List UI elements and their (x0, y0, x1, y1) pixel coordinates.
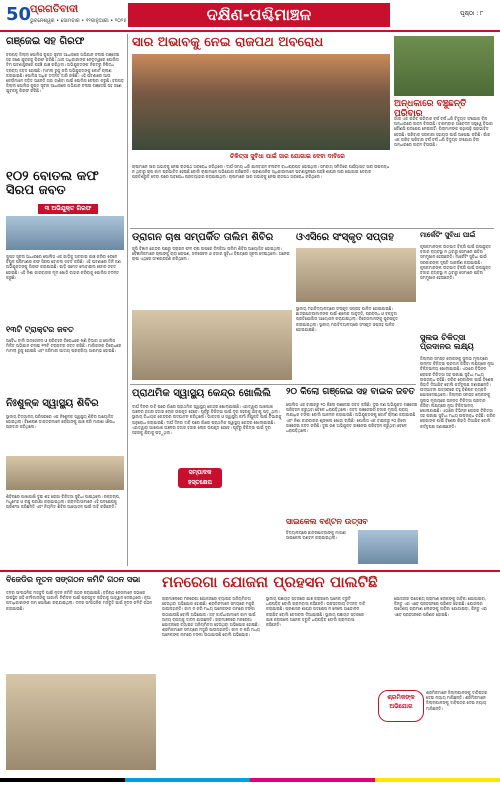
photo-seized-bottles (6, 216, 124, 250)
body-text: ଅବୈଧ ବାଲି ଉତ୍ତୋଳନ ଓ ପରିବହନ ବିରୋଧରେ ଖଣି ବିଭାଗ ଓ ପୋଲିସ ମିଳିତ ଅଭିଯାନ ଚଳାଇ ୧୩ଟି ଟ୍ରାକ୍ଟର ଜବତ କରିଛି। ମାଲିକଙ୍କ ବିରୋଧରେ ମାମଲା ରୁଜୁ ହୋଇଛି ଏବଂ ଜରିମାନା ଆଦାୟ ପ୍ରକ୍ରିୟା ଆରମ୍ଭ ହୋଇଛି। (6, 338, 122, 354)
photo-caption: ଚିକିତ୍ସା ସୁବିଧା ପାଇଁ ସାର ଯୋଗାଇ ଦେବା ଦାବିରେ (230, 153, 345, 160)
headline-training: ଡ୍ରାଗନ ଚାଷ ସମ୍ପର୍କିତ ତାଲିମ ଶିବିର (132, 232, 274, 243)
headline-bike: ୨୦ କିଲୋ ଗଞ୍ଜେଇ ସହ ବାଇକ ଜବତ (286, 387, 415, 397)
headline-health-camp: ନିଃଶୁଳ୍କ ସ୍ୱାସ୍ଥ୍ୟ ଶିବିର (6, 398, 99, 409)
body-text: ବିଦ୍ୟାଳୟରେ ଛାତ୍ରଛାତ୍ରୀଙ୍କୁ ମାଗଣା ସାଇକେଲ ବଣ୍ଟନ କରାଯାଇଥିଲା। (286, 530, 347, 541)
body-text: ଗୁପ୍ତ ସୂଚନା ଆଧାରରେ ପୋଲିସ ଏକ ଗାଡ଼ିକୁ ଅଟକାଇ ଯାଞ୍ଚ କରିବା ବେଳେ ବିପୁଳ ପରିମାଣର କଫ ସିରପ ବୋତଲ ଜବତ କରିଛି। ଏହି ଘଟଣାରେ ତିନି ଜଣ ଅଭିଯୁକ୍ତଙ୍କୁ ଗିରଫ କରାଯାଇଛି। ଗାଡ଼ି ସମେତ ମୋବାଇଲ ଫୋନ ଜବତ ହୋଇଛି। ଏହି ନିଶା କାରବାରର ମୂଳ ଖୋଜି ବାହାର କରିବାକୁ ପୋଲିସ ତଦନ୍ତ କରୁଛି। (6, 254, 121, 280)
page-number: ପୃଷ୍ଠା : ୮ (460, 10, 484, 17)
body-text: ବରଗଡ଼ ଜିଲ୍ଲା ପୋଲିସ ଗୁପ୍ତ ସୂଚନା ଆଧାରରେ ଅଭିଯାନ ଚଳାଇ ଗଞ୍ଜେଇ ସହ ଜଣେ ଯୁବକକୁ ଗିରଫ କରିଛି। ଥାନା ଅଧିକାରୀଙ୍କ ନେତୃତ୍ୱରେ ପୋଲିସ ଟିମ ଘଟଣାସ୍ଥଳରେ ପହଞ୍ଚି ଯାଞ୍ଚ କରିଥିଲା। ଅଭିଯୁକ୍ତଙ୍କ ନିକଟରୁ ନିଷିଦ୍ଧ ଦ୍ରବ୍ୟ ଜବତ ହୋଇଛି। ମାମଲା ରୁଜୁ କରି ଅଭିଯୁକ୍ତଙ୍କୁ କୋର୍ଟ ଚାଲାଣ କରାଯାଇଛି। ପୋଲିସ ଅଧିକ ତଦନ୍ତ ଜାରି ରଖିଛି। ଏହି ଘଟଣାରେ ଆଉ କେଉଁମାନେ ଜଡ଼ିତ ଅଛନ୍ତି ତାହା ଜାଣିବା ପାଇଁ ପୋଲିସ ଚେଷ୍ଟା କରୁଛି। ବରଗଡ଼ ଜିଲ୍ଲା ପୋଲିସ ଗୁପ୍ତ ସୂଚନା ଆଧାରରେ ଅଭିଯାନ ଚଳାଇ ଗଞ୍ଜେଇ ସହ ଜଣେ ଯୁବକକୁ ଗିରଫ କରିଛି। (6, 52, 124, 94)
body-text: ସ୍ଥାନୀୟ ପଞ୍ଚାୟତ ସ୍ତରରେ ଯାଞ୍ଚ କରାଗଲେ ଅନେକ ତ୍ରୁଟି ଧରାପଡ଼ିବ ବୋଲି ଗ୍ରାମବାସୀ କହିଛନ୍ତି। ଉଚ୍ଚସ୍ତରୀୟ ତଦନ୍ତ ଦାବି କରାଯାଇଛି। ପ୍ରଶାସନ ଶୀଘ୍ର ପଦକ୍ଷେପ ନ ନେଲେ ଆନ୍ଦୋଳନ କରାଯିବ ବୋଲି ଚେତାବନୀ ଦିଆଯାଇଛି। ସ୍ଥାନୀୟ ପଞ୍ଚାୟତ ସ୍ତରରେ ଯାଞ୍ଚ କରାଗଲେ ଅନେକ ତ୍ରୁଟି ଧରାପଡ଼ିବ ବୋଲି ଗ୍ରାମବାସୀ କହିଛନ୍ତି। (266, 596, 366, 628)
headline-ganja: ଗଞ୍ଜେଇ ସହ ଗିରଫ (6, 36, 85, 47)
body-text: ଶିବିରରେ ପାଖାପାଖି ଦୁଇ ଶହ ରୋଗୀ ଚିକିତ୍ସା ସୁବିଧା ପାଇଥିଲେ। ରକ୍ତଚାପ, ମଧୁମେହ ଓ ଚକ୍ଷୁ ପରୀକ୍ଷା କରାଯାଇଥିଲା। ଗ୍ରାମବାସୀମାନେ ଏହି ପଦକ୍ଷେପକୁ ପ୍ରଶଂସା କରିଛନ୍ତି ଏବଂ ନିୟମିତ ଶିବିର ଆୟୋଜନ ପାଇଁ ଦାବି କରିଛନ୍ତି। (6, 494, 121, 510)
headline-sabha: ବିଜେଡିର ନୂତନ ସଙ୍ଗଠନ କମିଟି ଗଠନ ସଭା (6, 575, 141, 584)
headline-marketing: ମାର୍କେଟିଂ ସୁବିଧା ପାଇଁ (420, 231, 476, 239)
body-text: ପୋଲିସ ଏକ ବାଇକରୁ ୨୦ କିଲୋ ଗଞ୍ଜେଇ ଜବତ କରିଛି। ଦୁଇ ଜଣ ଅଭିଯୁକ୍ତ ଗଞ୍ଜେଇ ପରିବହନ କରୁଥିବା ବେଳେ ଧରାପଡ଼ିଥିଲେ। ଜବତ ଗଞ୍ଜେଇର ବଜାର ମୂଲ୍ୟ ପ୍ରାୟ ଲକ୍ଷାଧିକ ଟଙ୍କା ବୋଲି ଆକଳନ କରାଯାଉଛି। ଅଭିଯୁକ୍ତଙ୍କୁ କୋର୍ଟ ଚାଲାଣ କରାଯାଇଛି ଏବଂ ନିଶା କାରବାରର ଶୃଙ୍ଖଳା ଖୋଜା ଚାଲିଛି। ପୋଲିସ ଏକ ବାଇକରୁ ୨୦ କିଲୋ ଗଞ୍ଜେଇ ଜବତ କରିଛି। ଦୁଇ ଜଣ ଅଭିଯୁକ୍ତ ଗଞ୍ଜେଇ ପରିବହନ କରୁଥିବା ବେଳେ ଧରାପଡ଼ିଥିଲେ। (286, 402, 418, 434)
divider (0, 570, 500, 572)
headline-cycle: ସାଇକେଲ ବଣ୍ଟନ ଉତ୍ସବ (286, 517, 368, 526)
body-text: ଜିଲ୍ଲାର ସମସ୍ତ ଲୋକଙ୍କୁ ସୁଲଭ ମୂଲ୍ୟରେ ଉନ୍ନତ ଚିକିତ୍ସା ପ୍ରଦାନ କରିବା ଲକ୍ଷ୍ୟରେ ନୂଆ ଚିକିତ୍ସାଳୟ ଖୋଲାଯାଇଛି। ଏଠାରେ ବିଭିନ୍ନ ରୋଗର ଚିକିତ୍ସା ସହ ପରୀକ୍ଷା ସୁବିଧା ମଧ୍ୟ ଉପଲବ୍ଧ ରହିଛି। ଗରିବ ରୋଗୀଙ୍କ ପାଇଁ ବିଶେଷ ରିହାତି ଦିଆଯିବ ବୋଲି କର୍ତ୍ତୃପକ୍ଷ ଜଣାଇଛନ୍ତି। ଉଦ୍‌ଘାଟନୀ ଉତ୍ସବରେ ବହୁ ବିଶିଷ୍ଟ ବ୍ୟକ୍ତି ଯୋଗଦେଇଥିଲେ। ଜିଲ୍ଲାର ସମସ୍ତ ଲୋକଙ୍କୁ ସୁଲଭ ମୂଲ୍ୟରେ ଉନ୍ନତ ଚିକିତ୍ସା ପ୍ରଦାନ କରିବା ଲକ୍ଷ୍ୟରେ ନୂଆ ଚିକିତ୍ସାଳୟ ଖୋଲାଯାଇଛି। ଏଠାରେ ବିଭିନ୍ନ ରୋଗର ଚିକିତ୍ସା ସହ ପରୀକ୍ଷା ସୁବିଧା ମଧ୍ୟ ଉପଲବ୍ଧ ରହିଛି। ଗରିବ ରୋଗୀଙ୍କ ପାଇଁ ବିଶେଷ ରିହାତି ଦିଆଯିବ ବୋଲି କର୍ତ୍ତୃପକ୍ଷ ଜଣାଇଛନ୍ତି। (420, 356, 496, 429)
body-text: ଚାଷୀମାନେ ସାର ଅଭାବକୁ ନେଇ ରାଜପଥ ଅବରୋଧ କରିଥିଲେ। ଦୀର୍ଘ ସମୟ ଧରି ଯାନବାହନ ଚଳାଚଳ ବାଧାପ୍ରାପ୍ତ ହୋଇଥିଲା। ସମବାୟ ସମିତିରେ ପର୍ଯ୍ୟାପ୍ତ ସାର ଉପଲବ୍ଧ ନ ଥିବାରୁ ଚାଷ କାମ ପ୍ରଭାବିତ ହେଉଛି ବୋଲି ଚାଷୀମାନେ ଅଭିଯୋଗ କରିଛନ୍ତି। ପ୍ରଶାସନିକ ଅଧିକାରୀମାନେ ଘଟଣାସ୍ଥଳରେ ପହଞ୍ଚି ଶୀଘ୍ର ସାର ଯୋଗାଇ ଦେବାର ପ୍ରତିଶ୍ରୁତି ଦେବା ପରେ ଅବରୋଧ ପ୍ରତ୍ୟାହାର କରାଯାଇଥିଲା। ଚାଷୀମାନେ ସାର ଅଭାବକୁ ନେଇ ରାଜପଥ ଅବରୋଧ କରିଥିଲେ। (132, 164, 390, 180)
body-text: ଶ୍ରମିକମାନେ ଜିଲ୍ଲାପାଳଙ୍କୁ ଦାବିପତ୍ର ଦେଇ ନ୍ୟାୟ ମାଗିଛନ୍ତି। ଶ୍ରମିକମାନେ ଜିଲ୍ଲାପାଳଙ୍କୁ ଦାବିପତ୍ର ଦେଇ ନ୍ୟାୟ ମାଗିଛନ୍ତି। (426, 690, 488, 711)
headline-treatment: ସୁଲଭ ଚିକିତ୍ସା ପ୍ରଦାନର ଲକ୍ଷ୍ୟ (420, 333, 474, 351)
body-text: କୃଷି ବିଜ୍ଞାନ କେନ୍ଦ୍ର ପକ୍ଷରୁ ଡ୍ରାଗନ ଫଳ ଚାଷ ଉପରେ ଦିନକିଆ ତାଲିମ ଶିବିର ଆୟୋଜିତ ହୋଇଥିଲା। ବୈଜ୍ଞାନିକମାନେ ଚାଷୀଙ୍କୁ ଚାରା ରୋପଣ, ଜଳସେଚନ ଓ ବଜାର ସୁବିଧା ବିଷୟରେ ସୂଚନା ଦେଇଥିଲେ। ଅନେକ ଚାଷୀ ଏଥିରେ ଅଂଶଗ୍ରହଣ କରିଥିଲେ। (132, 246, 290, 262)
section-divider (130, 384, 416, 385)
headline-phc: ପ୍ରାଥମିକ ସ୍ୱାସ୍ଥ୍ୟ କେନ୍ଦ୍ର ଖୋଲିଲି (132, 388, 271, 399)
dateline: ଭୁବନେଶ୍ୱର • ସୋମବାର • ୧୨ଜାନୁଆରୀ • ୨୦୨୫ (30, 18, 127, 24)
photo-protest-crowd (132, 54, 390, 150)
photo-health-camp (6, 456, 124, 490)
masthead (0, 0, 500, 30)
headline-sanskrit: ଓଏସିରେ ସଂସ୍କୃତ ସପ୍ତାହ (296, 232, 394, 243)
section-banner: ଦକ୍ଷିଣ-ପଶ୍ଚିମାଞ୍ଚଳ (128, 3, 390, 27)
callout-pill: ଶ୍ରମିକଙ୍କ ଅଭିଯୋଗ (378, 690, 424, 722)
color-bar (0, 778, 500, 782)
photo-meeting (6, 674, 156, 770)
body-text: ଯୋଜନାର ଉଦ୍ଦେଶ୍ୟ ଗ୍ରାମୀଣ ଲୋକଙ୍କୁ ଜୀବିକା ଯୋଗାଇବା, କିନ୍ତୁ ଏହା ଏବେ ପ୍ରହସନରେ ପରିଣତ ହୋଇଛି। ଯୋଜନାର ଉଦ୍ଦେଶ୍ୟ ଗ୍ରାମୀଣ ଲୋକଙ୍କୁ ଜୀବିକା ଯୋଗାଇବା, କିନ୍ତୁ ଏହା ଏବେ ପ୍ରହସନରେ ପରିଣତ ହୋଇଛି। (394, 596, 487, 617)
column-divider (127, 34, 128, 566)
anniversary-logo: 50 (6, 4, 32, 25)
paper-name: ପ୍ରଗତିବାଦୀ (30, 4, 79, 15)
photo-family-house (394, 36, 494, 96)
badge-editor: ସମ୍ପାଦକ ହସ୍ତକ୍ଷେପ (178, 468, 222, 488)
photo-training (132, 310, 292, 380)
body-text: ଦଳର ସାଂଗଠନିକ ମଜବୁତି ପାଇଁ ନୂତନ କମିଟି ଗଠନ କରାଯାଇଛି। ବରିଷ୍ଠ ନେତାମାନେ ସଭାରେ ଉପସ୍ଥିତ ରହି କର୍ମୀମାନଙ୍କୁ ଆଗାମୀ ନିର୍ବାଚନ ପାଇଁ ପ୍ରସ୍ତୁତ ରହିବାକୁ ଆହ୍ୱାନ ଦେଇଥିଲେ। ନୂଆ ପଦାଧିକାରୀଙ୍କ ନାମ ଘୋଷଣା କରାଯାଇଥିଲା। ଦଳର ସାଂଗଠନିକ ମଜବୁତି ପାଇଁ ନୂତନ କମିଟି ଗଠନ କରାଯାଇଛି। (6, 590, 153, 611)
headline-family: ଅନ୍ଧକାରେ ବଞ୍ଚୁଛନ୍ତି ପରିବାର (394, 99, 467, 119)
body-text: ଗ୍ରାମାଞ୍ଚଳରେ ମନରେଗା ଯୋଜନାରେ ବ୍ୟାପକ ଅନିୟମିତତା ହେଉଥିବା ଅଭିଯୋଗ ହୋଇଛି। ଶ୍ରମିକମାନେ ସମୟରେ ମଜୁରି ପାଉନାହାନ୍ତି। କାମ ନ କରି ମଧ୍ୟ ଅନେକଙ୍କ ନାମରେ ଟଙ୍କା ଉଠାଯାଉଛି ବୋଲି ଅଭିଯୋଗ। ଜବ କାର୍ଡଧାରୀମାନେ କାମ ପାଇଁ ଅନ୍ୟ ରାଜ୍ୟକୁ ଦାଦନ ଯାଉଛନ୍ତି। ଗ୍ରାମାଞ୍ଚଳରେ ମନରେଗା ଯୋଜନାରେ ବ୍ୟାପକ ଅନିୟମିତତା ହେଉଥିବା ଅଭିଯୋଗ ହୋଇଛି। ଶ୍ରମିକମାନେ ସମୟରେ ମଜୁରି ପାଉନାହାନ୍ତି। କାମ ନ କରି ମଧ୍ୟ ଅନେକଙ୍କ ନାମରେ ଟଙ୍କା ଉଠାଯାଉଛି ବୋଲି ଅଭିଯୋଗ। (162, 596, 260, 638)
body-text: ଦୀର୍ଘ ଦିନର ଦାବି ପରେ ଗାଁରେ ପ୍ରାଥମିକ ସ୍ୱାସ୍ଥ୍ୟ କେନ୍ଦ୍ର ଖୋଲାଯାଇଛି। ଏହାଦ୍ୱାରା ଆଖପାଖ ଅଞ୍ଚଳର ହଜାର ହଜାର ଲୋକ ଉପକୃତ ହେବେ। ପୂର୍ବରୁ ଚିକିତ୍ସା ପାଇଁ ଦୂର ସହରକୁ ଯିବାକୁ ପଡ଼ୁଥିଲା। ସ୍ଥାନୀୟ ବିଧାୟକ କେନ୍ଦ୍ରର ଉଦ୍‌ଘାଟନ କରିଥିଲେ। ଡାକ୍ତର ଓ ସ୍ୱାସ୍ଥ୍ୟ କର୍ମୀ ନିଯୁକ୍ତି ପାଇଁ ବିଭାଗକୁ ଅନୁରୋଧ କରାଯାଇଛି। ଦୀର୍ଘ ଦିନର ଦାବି ପରେ ଗାଁରେ ପ୍ରାଥମିକ ସ୍ୱାସ୍ଥ୍ୟ କେନ୍ଦ୍ର ଖୋଲାଯାଇଛି। ଏହାଦ୍ୱାରା ଆଖପାଖ ଅଞ୍ଚଳର ହଜାର ହଜାର ଲୋକ ଉପକୃତ ହେବେ। ପୂର୍ବରୁ ଚିକିତ୍ସା ପାଇଁ ଦୂର ସହରକୁ ଯିବାକୁ ପଡ଼ୁଥିଲା। (132, 404, 282, 436)
section-divider (130, 228, 494, 229)
divider (0, 30, 500, 32)
body-text: କୃଷକମାନଙ୍କ ଉତ୍ପାଦ ବିକ୍ରି ପାଇଁ ଉପଯୁକ୍ତ ବଜାର ବ୍ୟବସ୍ଥା ନ ଥିବାରୁ ସେମାନେ କ୍ଷତିର ସମ୍ମୁଖୀନ ହେଉଛନ୍ତି। ମାର୍କେଟିଂ ସୁବିଧା ପାଇଁ ସରକାରଙ୍କ ଦୃଷ୍ଟି ଆକର୍ଷଣ କରାଯାଇଛି। କୃଷକମାନଙ୍କ ଉତ୍ପାଦ ବିକ୍ରି ପାଇଁ ଉପଯୁକ୍ତ ବଜାର ବ୍ୟବସ୍ଥା ନ ଥିବାରୁ ସେମାନେ କ୍ଷତିର ସମ୍ମୁଖୀନ ହେଉଛନ୍ତି। (420, 244, 492, 281)
tag-arrested: ୩ ଅଭିଯୁକ୍ତ ଗିରଫ (38, 204, 98, 214)
headline-cough-syrup: ୧୦୨ ବୋତଲ କଫ ସିରପ ଜବତ (6, 169, 99, 199)
headline-tractors: ୧୩ଟି ଟ୍ରାକ୍ଟର ଜବତ (6, 325, 74, 334)
photo-sanskrit (296, 248, 416, 302)
body-text: ଗାଁର ଏକ ଗରିବ ପରିବାର ବର୍ଷ ବର୍ଷ ଧରି ବିଦ୍ୟୁତ ସଂଯୋଗ ବିନା ଅନ୍ଧାରରେ ଜୀବନ ବିତାଉଛି। ବାରମ୍ବାର ଆବେଦନ ସତ୍ତ୍ୱେ ବିଭାଗ କୌଣସି ପଦକ୍ଷେପ ନେଇନାହିଁ। ପିଲାମାନଙ୍କ ପଢ଼ାପଢ଼ି ପ୍ରଭାବିତ ହେଉଛି। ପରିବାର ସରକାରୀ ସହାୟତା ପାଇଁ ଅପେକ୍ଷା କରିଛି। ଗାଁର ଏକ ଗରିବ ପରିବାର ବର୍ଷ ବର୍ଷ ଧରି ବିଦ୍ୟୁତ ସଂଯୋଗ ବିନା ଅନ୍ଧାରରେ ଜୀବନ ବିତାଉଛି। (394, 116, 493, 148)
photo-cycle (358, 530, 418, 564)
headline-mnrega: ମନରେଗା ଯୋଜନା ପ୍ରହସନ ପାଲଟିଛି (162, 573, 378, 591)
body-text: ସ୍ଥାନୀୟ ବିଦ୍ୟାଳୟ ପରିସରରେ ଏକ ନିଃଶୁଳ୍କ ସ୍ୱାସ୍ଥ୍ୟ ଶିବିର ଆୟୋଜିତ ହୋଇଥିଲା। ବିଶେଷଜ୍ଞ ଡାକ୍ତରମାନେ ରୋଗୀଙ୍କୁ ଯାଞ୍ଚ କରି ମାଗଣା ଔଷଧ ପ୍ରଦାନ କରିଥିଲେ। (6, 414, 115, 430)
body-text: ସ୍ଥାନୀୟ ମହାବିଦ୍ୟାଳୟରେ ସଂସ୍କୃତ ସପ୍ତାହ ପାଳିତ ହୋଇଯାଇଛି। ଛାତ୍ରଛାତ୍ରୀମାନଙ୍କ ପାଇଁ ଶ୍ଳୋକ ଆବୃତ୍ତି, ପ୍ରବନ୍ଧ ଓ ବକ୍ତୃତା ପ୍ରତିଯୋଗିତା ଆୟୋଜନ କରାଯାଇଥିଲା। ବିଜେତାମାନଙ୍କୁ ପୁରସ୍କୃତ କରାଯାଇଥିଲା। ସ୍ଥାନୀୟ ମହାବିଦ୍ୟାଳୟରେ ସଂସ୍କୃତ ସପ୍ତାହ ପାଳିତ ହୋଇଯାଇଛି। (296, 306, 398, 332)
headline-road-blockade: ସାର ଅଭାବକୁ ନେଇ ରାଜପଥ ଅବରୋଧ (132, 35, 324, 50)
